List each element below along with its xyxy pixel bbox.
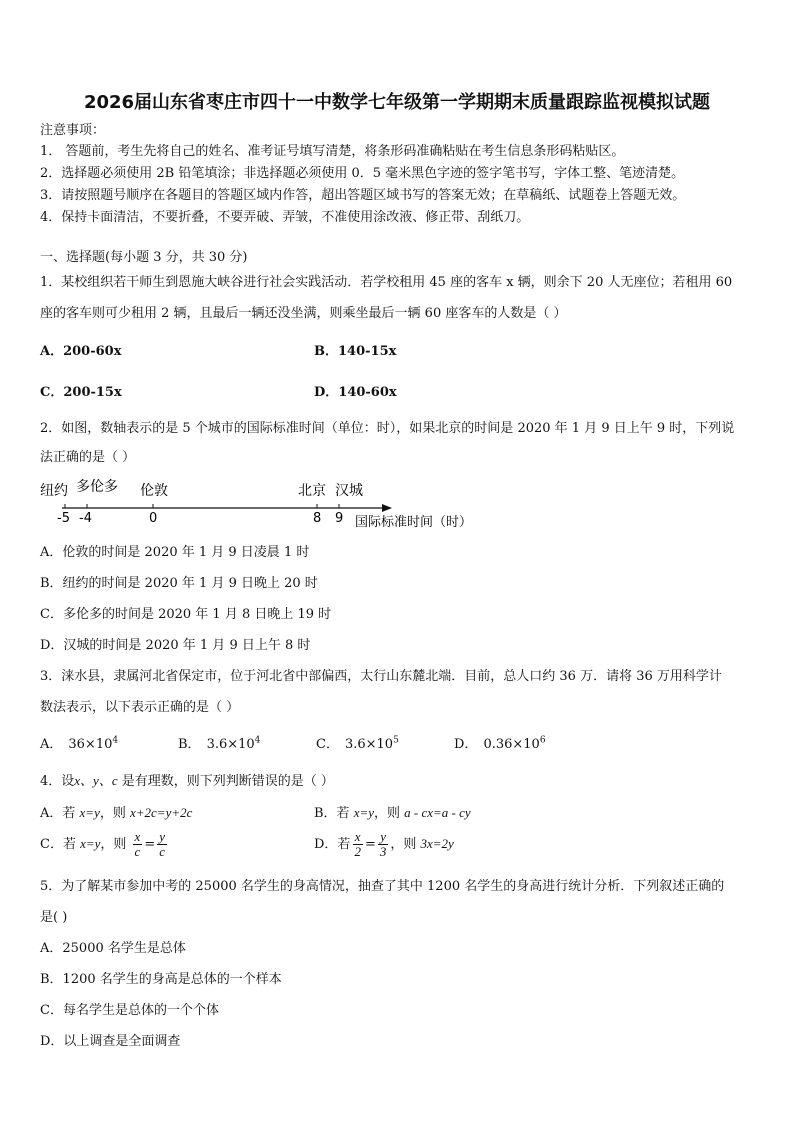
page-title: 2026届山东省枣庄市四十一中数学七年级第一学期期末质量跟踪监视模拟试题 <box>83 92 711 113</box>
option-exponent: 5 <box>393 735 399 746</box>
q3-option-c <box>316 733 399 752</box>
option-value: 36×10 <box>68 737 113 752</box>
q5-option-b: B．1200 名学生的身高是总体的一个样本 <box>40 972 282 987</box>
option-text: ，则 <box>99 806 130 821</box>
fraction-numerator: x <box>354 829 361 844</box>
option-math: x=y <box>79 805 100 820</box>
q4-option-a <box>40 802 192 821</box>
option-math: x=y <box>353 805 374 820</box>
option-text: ，则 <box>390 837 421 852</box>
q5-stem-line2: 是( ) <box>40 910 68 925</box>
q5-option-a: A．25000 名学生是总体 <box>40 941 186 956</box>
notice-item-1: 1． 答题前，考生先将自己的姓名、准考证号填写清楚，将条形码准确粘贴在考生信息条形码粘贴区。 <box>40 144 625 159</box>
q3-option-a <box>40 733 118 752</box>
stem-vars: x、y、c <box>74 773 118 788</box>
fraction-numerator: x <box>134 829 141 844</box>
notice-item-4: 4．保持卡面清洁，不要折叠，不要弄破、弄皱，不准使用涂改液、修正带、刮纸刀。 <box>40 210 530 225</box>
q3-option-d <box>454 733 546 752</box>
fraction <box>157 830 167 859</box>
equals-sign: = <box>144 837 156 852</box>
notice-item-3: 3．请按照题号顺序在各题目的答题区域内作答，超出答题区域书写的答案无效；在草稿纸、试题卷上答题无效。 <box>40 188 686 203</box>
city-label: 多伦多 <box>76 479 118 495</box>
option-math: 3x=2y <box>420 836 454 851</box>
tick-label: -5 <box>57 511 70 526</box>
option-value: 3.6×10 <box>206 737 255 752</box>
option-label: A． <box>40 737 63 752</box>
axis-label: 国际标准时间（时） <box>355 515 473 530</box>
fraction-denominator: 3 <box>379 844 387 859</box>
axis-arrow-icon <box>382 504 392 512</box>
city-label: 伦敦 <box>140 483 168 499</box>
q1-option-d: D．140-60x <box>314 385 397 400</box>
q1-stem-line2: 座的客车则可少租用 2 辆，且最后一辆还没坐满，则乘坐最后一辆 60 座客车的人数是（ ） <box>40 306 567 321</box>
option-math: a - cx=a - cy <box>404 805 471 820</box>
option-label: B． <box>178 737 201 752</box>
q4-option-d <box>314 830 454 859</box>
option-value: 3.6×10 <box>344 737 394 752</box>
fraction-numerator: y <box>380 829 386 844</box>
option-label: A．若 <box>40 806 80 821</box>
option-label: D．若 <box>314 837 351 852</box>
section-heading: 一、选择题(每小题 3 分，共 30 分) <box>40 250 248 265</box>
q5-option-c: C．每名学生是总体的一个个体 <box>40 1003 219 1018</box>
option-exponent: 4 <box>112 735 119 746</box>
notice-heading: 注意事项： <box>40 123 106 138</box>
tick-label: 9 <box>335 511 344 526</box>
q5-stem-line1: 5．为了解某市参加中考的 25000 名学生的身高情况，抽查了其中 1200 名学生的身高进行统计分析．下列叙述正确的 <box>40 879 725 894</box>
q1-option-c: C．200-15x <box>40 385 122 400</box>
option-math: x+2c=y+2c <box>129 805 193 820</box>
option-text: ，则 <box>374 806 405 821</box>
option-text: ，则 <box>100 837 131 852</box>
option-exponent: 4 <box>254 735 261 746</box>
option-exponent: 6 <box>539 735 546 746</box>
q3-stem-line1: 3．涞水县，隶属河北省保定市，位于河北省中部偏西，太行山东麓北端．目前，总人口约 36 万．请将 36 万用科学计 <box>40 669 722 684</box>
q2-stem-line1: 2．如图，数轴表示的是 5 个城市的国际标准时间（单位：时），如果北京的时间是 2020 年 1 月 9 日上午 9 时，下列说 <box>40 421 735 436</box>
notice-item-2: 2．选择题必须使用 2B 铅笔填涂；非选择题必须使用 0．5 毫米黑色字迹的签字笔书写，字体工整、笔迹清楚。 <box>40 166 685 181</box>
number-line-figure <box>30 474 500 534</box>
tick-label: 0 <box>149 511 158 526</box>
option-value: 0.36×10 <box>483 737 540 752</box>
fraction-numerator: y <box>159 829 166 844</box>
tick-label: 8 <box>313 511 322 526</box>
q3-option-b <box>178 733 260 752</box>
option-label: C． <box>316 737 339 752</box>
city-label: 北京 <box>298 483 326 499</box>
fraction <box>352 830 363 859</box>
q1-option-a: A．200-60x <box>40 344 122 359</box>
option-label: C．若 <box>40 837 81 852</box>
q4-option-c <box>40 830 169 859</box>
city-label: 汉城 <box>335 483 363 499</box>
fraction <box>378 830 389 859</box>
q4-option-b <box>314 802 471 821</box>
q3-stem-line2: 数法表示，以下表示正确的是（ ） <box>40 700 240 715</box>
option-math: x=y <box>80 836 101 851</box>
q2-option-b: B．纽约的时间是 2020 年 1 月 9 日晚上 20 时 <box>40 576 318 591</box>
fraction-denominator: c <box>134 844 141 859</box>
q2-option-d: D．汉城的时间是 2020 年 1 月 9 日上午 8 时 <box>40 638 311 653</box>
fraction <box>133 830 143 859</box>
q2-option-a: A．伦敦的时间是 2020 年 1 月 9 日凌晨 1 时 <box>40 545 310 560</box>
fraction-denominator: 2 <box>354 844 361 859</box>
stem-text: 是有理数，则下列判断错误的是（ ） <box>117 774 334 789</box>
q2-option-c: C．多伦多的时间是 2020 年 1 月 8 日晚上 19 时 <box>40 607 332 622</box>
equals-sign: = <box>364 837 376 852</box>
city-label: 纽约 <box>40 483 68 499</box>
q1-stem-line1: 1．某校组织若干师生到恩施大峡谷进行社会实践活动．若学校租用 45 座的客车 x 辆，则余下 20 人无座位；若租用 60 <box>40 275 733 290</box>
q5-option-d: D．以上调查是全面调查 <box>40 1034 181 1049</box>
stem-text: 4．设 <box>40 774 75 789</box>
option-label: B．若 <box>314 806 354 821</box>
q2-stem-line2: 法正确的是（ ） <box>40 450 136 465</box>
tick-label: -4 <box>79 511 92 526</box>
q4-stem <box>40 770 334 789</box>
q1-option-b: B．140-15x <box>314 344 397 359</box>
option-label: D． <box>454 737 478 752</box>
fraction-denominator: c <box>159 844 166 859</box>
